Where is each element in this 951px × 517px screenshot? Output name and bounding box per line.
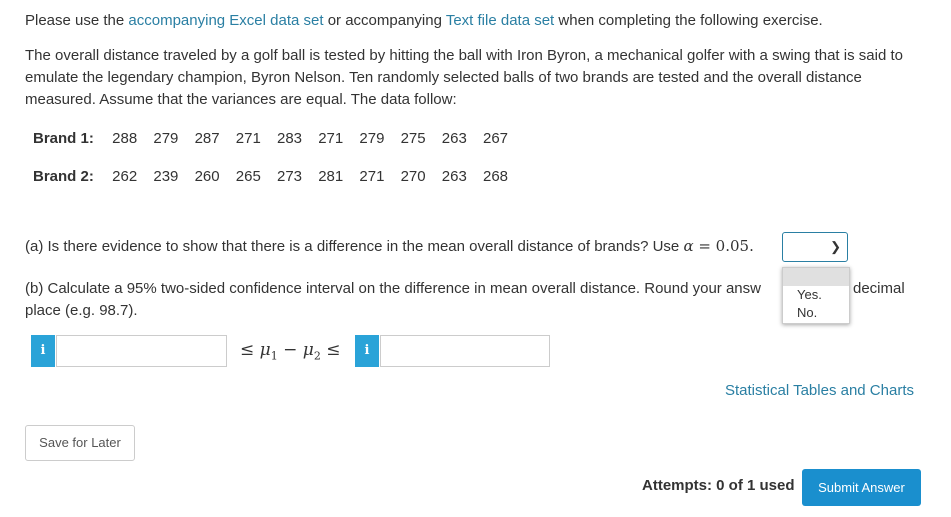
intro-middle: or accompanying [323, 12, 446, 29]
brand-2-row [33, 168, 520, 185]
part-b-text-end: decimal [853, 280, 905, 297]
answer-dropdown-menu [782, 267, 850, 324]
upper-bound-input[interactable] [380, 335, 550, 367]
excel-data-link[interactable]: accompanying Excel data set [128, 12, 324, 29]
brand-value: 288 [112, 130, 138, 147]
mu-subscript-1: 1 [270, 349, 278, 363]
brand-value: 287 [194, 130, 220, 147]
mu-subscript-2: 2 [313, 349, 321, 363]
intro-suffix: when completing the following exercise. [554, 12, 823, 29]
brand-value: 260 [194, 168, 220, 185]
part-b-text-start: (b) Calculate a 95% two-sided confidence interval on the difference in mean overall distance. Round your answ [25, 280, 761, 297]
brand-value: 271 [235, 130, 261, 147]
interval-inequality [240, 340, 341, 362]
chevron-down-icon: ❯ [830, 239, 841, 254]
brand-value: 275 [400, 130, 426, 147]
brand-value: 283 [276, 130, 303, 147]
submit-answer-button[interactable]: Submit Answer [802, 469, 921, 506]
brand-value: 265 [235, 168, 261, 185]
brand-value: 270 [400, 168, 426, 185]
brand-value: 239 [153, 168, 179, 185]
dropdown-blank-option[interactable] [783, 268, 849, 286]
info-icon-lower[interactable]: i [31, 335, 55, 367]
text-file-link[interactable]: Text file data set [445, 12, 555, 29]
brand-value: 268 [483, 168, 509, 185]
save-for-later-button[interactable]: Save for Later [25, 425, 135, 461]
attempts-counter: Attempts: 0 of 1 used [642, 477, 795, 494]
brand-value: 262 [112, 168, 138, 185]
brand-value: 271 [318, 130, 344, 147]
brand-value: 281 [318, 168, 344, 185]
brand-value: 263 [441, 130, 467, 147]
minus-symbol: − [277, 340, 303, 360]
brand-label: Brand 1: [33, 130, 94, 147]
alpha-value: = 0.05. [693, 237, 754, 255]
part-b-text-line2: place (e.g. 98.7). [25, 302, 138, 319]
part-b-question [25, 278, 761, 300]
answer-select[interactable] [782, 232, 848, 262]
brand-value: 279 [153, 130, 179, 147]
le-symbol-2: ≤ [320, 340, 341, 360]
mu-symbol-2: μ [302, 340, 314, 360]
intro-prefix: Please use the [25, 12, 129, 29]
brand-1-row [33, 130, 520, 147]
alpha-symbol: α [683, 237, 694, 255]
intro-text [25, 11, 823, 31]
brand-value: 263 [441, 168, 467, 185]
dropdown-option-yes[interactable]: Yes. [797, 287, 822, 302]
problem-text: The overall distance traveled by a golf ball is tested by hitting the ball with Iron Byron, a mechanical golfer with a swing that is said to emulate the legendary champion, Byron Nelson. Ten randomly selected balls of two brands are tested and the overall distance measured. Assume that the variances are equal. The data follow: [25, 47, 903, 108]
info-icon-upper[interactable]: i [355, 335, 379, 367]
part-a-question [25, 235, 754, 258]
statistical-tables-link[interactable]: Statistical Tables and Charts [725, 382, 914, 399]
brand-label: Brand 2: [33, 168, 94, 185]
brand-value: 273 [276, 168, 303, 185]
part-a-text: (a) Is there evidence to show that there is a difference in the mean overall distance of brands? Use [25, 238, 684, 255]
lower-bound-input[interactable] [56, 335, 227, 367]
brand-value: 271 [359, 168, 385, 185]
brand-value: 267 [483, 130, 509, 147]
dropdown-option-no[interactable]: No. [797, 305, 818, 320]
le-symbol-1: ≤ [240, 340, 260, 360]
mu-symbol-1: μ [259, 340, 271, 360]
brand-value: 279 [359, 130, 385, 147]
